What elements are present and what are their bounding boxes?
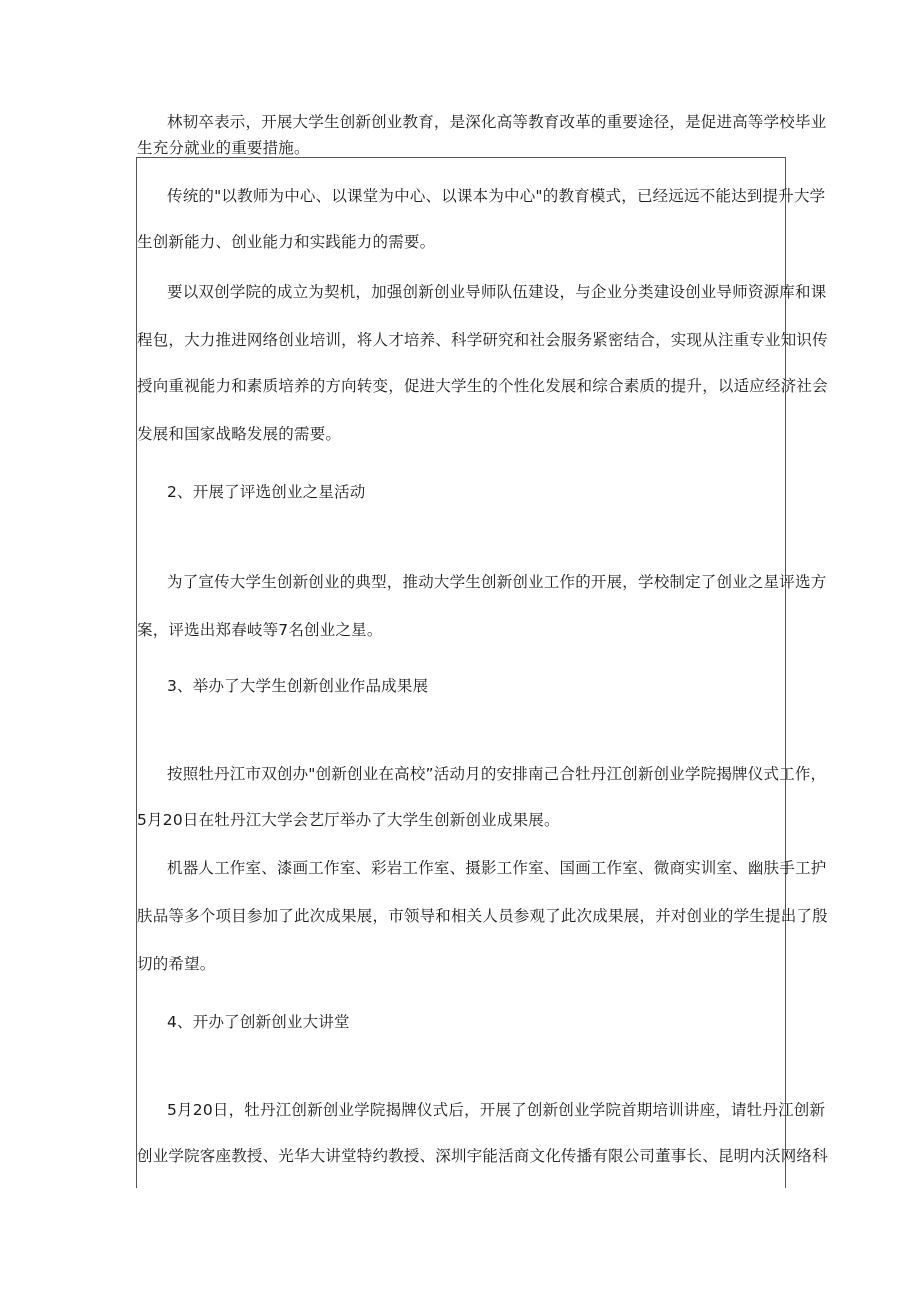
paragraph-7-line-1: 机器人工作室、漆画工作室、彩岩工作室、摄影工作室、国画工作室、微商实训室、幽肤手工护 [167, 859, 827, 877]
paragraph-6-line-2: 5月20日在牡丹江大学会艺厅举办了大学生创新创业成果展。 [137, 811, 560, 829]
paragraph-4-line-1: 为了宣传大学生创新创业的典型，推动大学生创新创业工作的开展，学校制定了创业之星评选方 [167, 573, 827, 591]
paragraph-2-line-1: 要以双创学院的成立为契机，加强创新创业导师队伍建设，与企业分类建设创业导师资源库和课 [167, 283, 827, 301]
paragraph-1-line-1: 传统的"以教师为中心、以课堂为中心、以课本为中心"的教育模式，已经远远不能达到提升大学 [167, 187, 826, 205]
paragraph-7-line-3: 切的希望。 [137, 955, 216, 973]
table-frame [136, 157, 786, 1188]
intro-line-2: 生充分就业的重要措施。 [137, 139, 310, 157]
section-heading-2: 2、开展了评选创业之星活动 [167, 483, 366, 501]
paragraph-2-line-3: 授向重视能力和素质培养的方向转变，促进大学生的个性化发展和综合素质的提升，以适应经济社会 [137, 377, 828, 395]
section-heading-3: 3、举办了大学生创新创业作品成果展 [167, 677, 429, 695]
intro-line-1: 林韧卒表示，开展大学生创新创业教育，是深化高等教育改革的重要途径，是促进高等学校毕业 [167, 113, 827, 131]
paragraph-6-line-1: 按照牡丹江市双创办"创新创业在高校”活动月的安排南己合牡丹江创新创业学院揭牌仪式工作， [167, 765, 827, 783]
section-heading-4: 4、开办了创新创业大讲堂 [167, 1013, 350, 1031]
paragraph-2-line-4: 发展和国家战略发展的需要。 [137, 425, 342, 443]
paragraph-4-line-2: 案，评选出郑春岐等7名创业之星。 [137, 621, 383, 639]
paragraph-9-line-2: 创业学院客座教授、光华大讲堂特约教授、深圳宇能活商文化传播有限公司董事长、昆明内沃网络科 [137, 1147, 828, 1165]
paragraph-2-line-2: 程包，大力推进网络创业培训，将人才培养、科学研究和社会服务紧密结合，实现从注重专业知识传 [137, 331, 828, 349]
paragraph-9-line-1: 5月20日，牡丹江创新创业学院揭牌仪式后，开展了创新创业学院首期培训讲座，请牡丹江创新 [167, 1101, 826, 1119]
paragraph-7-line-2: 肤品等多个项目参加了此次成果展，市领导和相关人员参观了此次成果展，并对创业的学生提出了殷 [137, 907, 828, 925]
paragraph-1-line-2: 生创新能力、创业能力和实践能力的需要。 [137, 233, 436, 251]
